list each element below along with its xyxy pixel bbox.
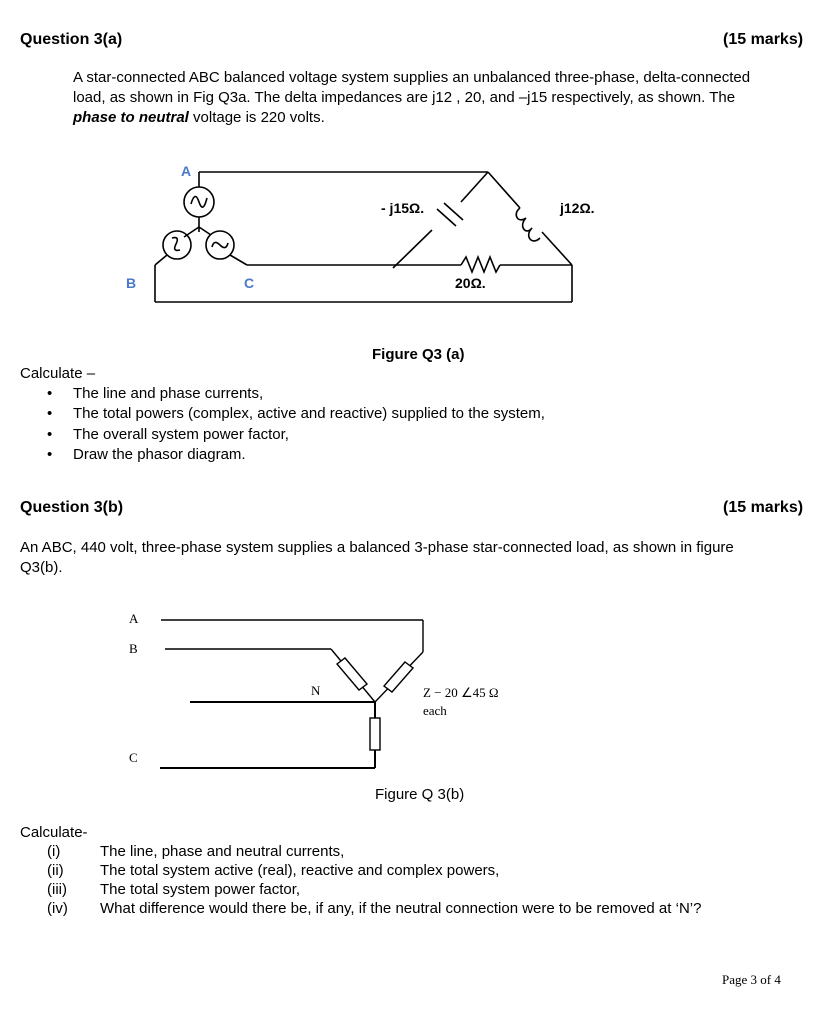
bullet: • (47, 385, 53, 402)
inductor-icon (516, 208, 540, 241)
list-item: Draw the phasor diagram. (73, 446, 246, 463)
impedance-c-icon (370, 718, 380, 750)
q3a-para-line3-rest: voltage is 220 volts. (188, 109, 325, 126)
q3b-para-line2: Q3(b). (20, 559, 63, 576)
resistor-20-icon (461, 257, 500, 272)
q3a-calculate: Calculate – (20, 365, 96, 382)
impedance-b-icon (337, 658, 367, 690)
page-number: Page 3 of 4 (722, 972, 781, 987)
bullet: • (47, 426, 53, 443)
question-3b-title: Question 3(b) (20, 499, 124, 516)
question-3a-title: Question 3(a) (20, 31, 123, 48)
impedance-a-icon (384, 662, 413, 692)
list-item: The line, phase and neutral currents, (100, 843, 345, 860)
q3a-emphasis: phase to neutral (73, 109, 189, 126)
fig-b-label-n: N (311, 683, 321, 698)
question-3a-marks: (15 marks) (723, 31, 804, 48)
q3a-para-line2: load, as shown in Fig Q3a. The delta impedances are j12 , 20, and –j15 respectively, as shown. The (73, 89, 736, 106)
q3b-calculate: Calculate- (20, 824, 88, 841)
q3b-para-line1: An ABC, 440 volt, three-phase system supplies a balanced 3-phase star-connected load, as shown in figure (20, 539, 734, 556)
list-item: The total system active (real), reactive and complex powers, (100, 862, 500, 879)
source-b-icon (163, 231, 191, 259)
figure-q3a-caption: Figure Q3 (a) (372, 346, 465, 363)
list-number: (iii) (47, 881, 67, 898)
fig-a-label-c: C (244, 275, 255, 291)
figure-q3b-caption: Figure Q 3(b) (375, 786, 465, 803)
fig-b-label-a: A (129, 611, 139, 626)
inductor-label: j12Ω. (560, 200, 595, 216)
list-number: (iv) (47, 900, 68, 917)
bullet: • (47, 405, 53, 422)
resistor-label: 20Ω. (455, 275, 486, 291)
fig-b-label-b: B (129, 641, 138, 656)
q3a-para-line1: A star-connected ABC balanced voltage system supplies an unbalanced three-phase, delta-connected (73, 69, 751, 86)
list-item: The line and phase currents, (73, 385, 264, 402)
list-number: (i) (47, 843, 61, 860)
capacitor-label: - j15Ω. (381, 200, 425, 216)
fig-b-label-c: C (129, 750, 138, 765)
list-item: What difference would there be, if any, if the neutral connection were to be removed at ‘N’? (100, 900, 702, 917)
impedance-value-label: Z − 20 ∠45 Ω (423, 685, 499, 700)
list-item: The overall system power factor, (73, 426, 289, 443)
question-3b-marks: (15 marks) (723, 499, 804, 516)
list-item: The total powers (complex, active and reactive) supplied to the system, (73, 405, 545, 422)
fig-a-label-a: A (181, 163, 192, 179)
list-item: The total system power factor, (100, 881, 301, 898)
list-number: (ii) (47, 862, 64, 879)
impedance-each-label: each (423, 703, 447, 718)
fig-a-label-b: B (126, 275, 137, 291)
bullet: • (47, 446, 53, 463)
